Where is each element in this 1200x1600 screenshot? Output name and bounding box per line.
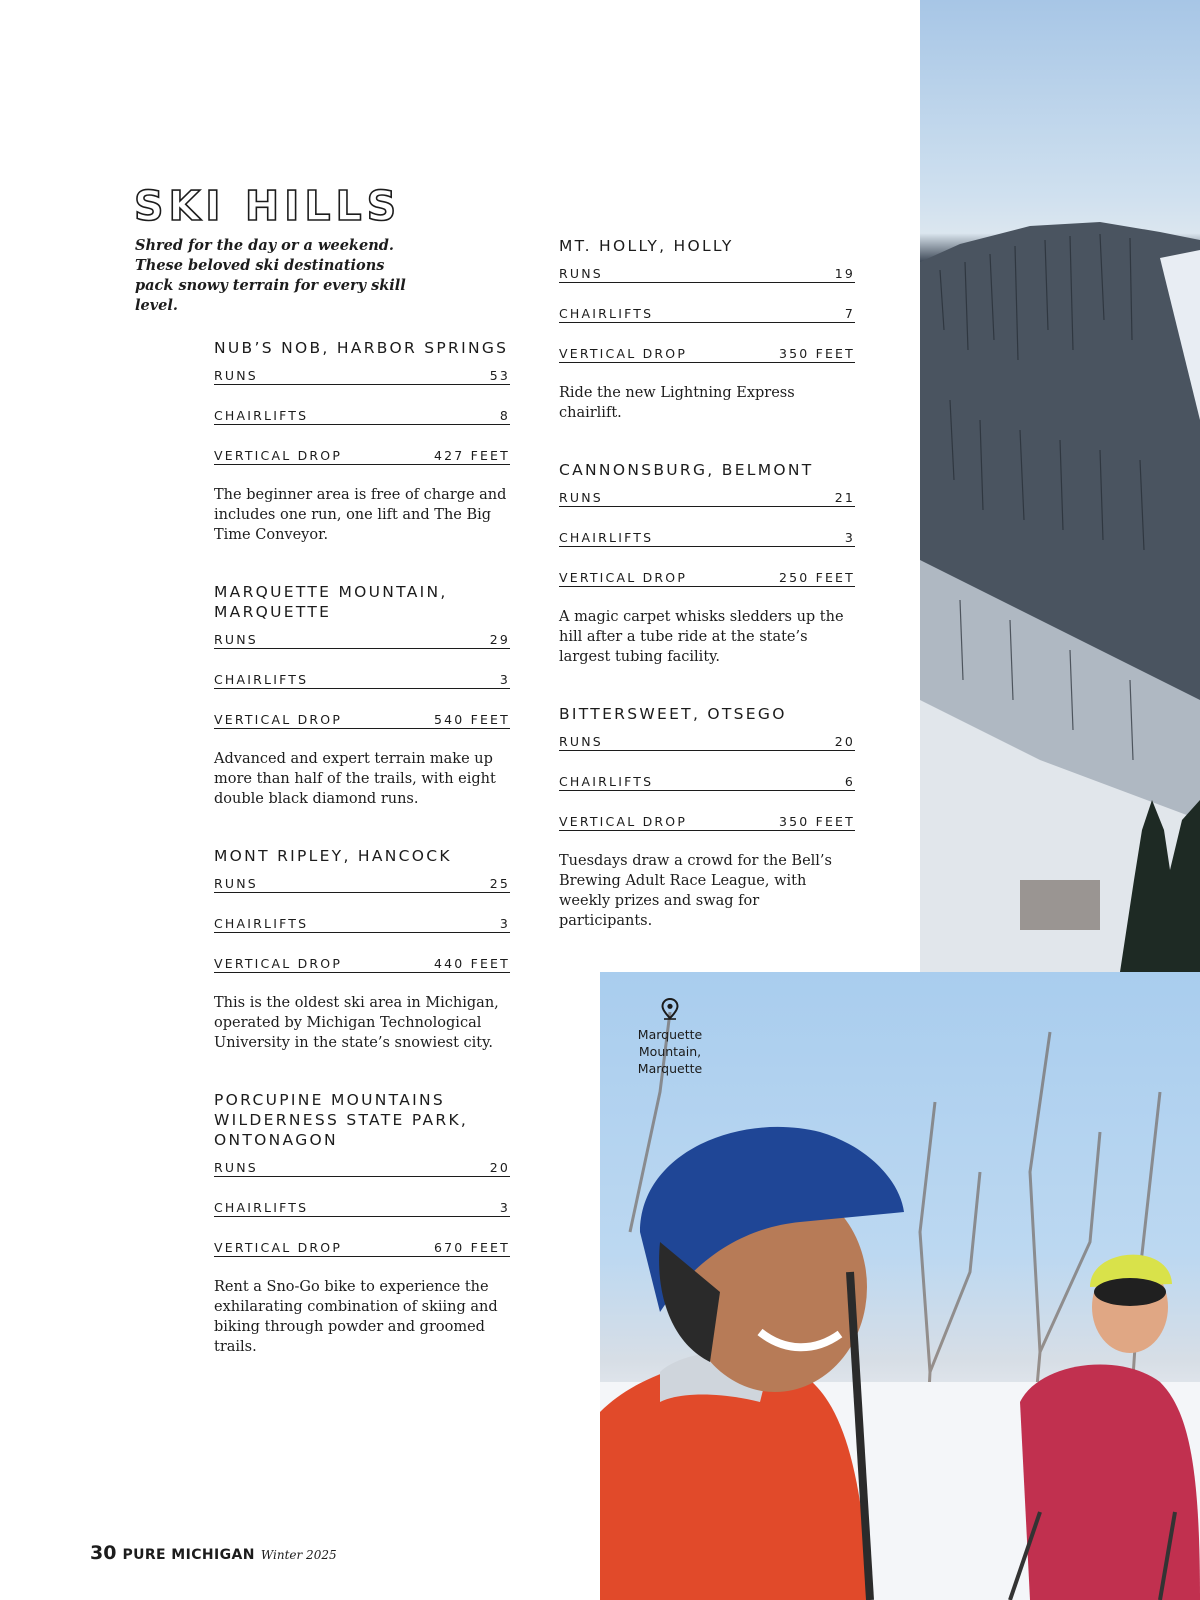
chairlifts-row [214, 912, 510, 933]
chairlifts-value: 3 [844, 530, 855, 545]
chairlifts-value: 7 [844, 306, 855, 321]
page-number: 30 [90, 1542, 117, 1564]
page-footer [90, 1542, 337, 1564]
publication-name: PURE MICHIGAN [122, 1547, 255, 1563]
runs-label: RUNS [214, 632, 258, 647]
runs-label: RUNS [559, 490, 603, 505]
photo-location-caption [634, 998, 706, 1077]
hill-name: MARQUETTE MOUNTAIN, MARQUETTE [214, 583, 448, 621]
vertical-drop-label: VERTICAL DROP [559, 570, 688, 585]
vertical-drop-value: 350 FEET [778, 346, 855, 361]
hill-description: Rent a Sno-Go bike to experience the exhilarating combination of skiing and biking through powder and groomed trails. [214, 1279, 498, 1355]
vertical-drop-value: 350 FEET [778, 814, 855, 829]
chairlifts-row [214, 404, 510, 425]
runs-row [559, 486, 855, 507]
photo-location-name: Marquette Mountain, Marquette [637, 1027, 703, 1076]
chairlifts-value: 8 [499, 408, 510, 423]
runs-label: RUNS [214, 368, 258, 383]
ski-hill-entry [214, 1090, 510, 1357]
vertical-drop-row [214, 1236, 510, 1257]
vertical-drop-label: VERTICAL DROP [559, 814, 688, 829]
runs-row [214, 364, 510, 385]
hill-name: BITTERSWEET, OTSEGO [559, 705, 787, 723]
map-pin-icon [661, 998, 679, 1020]
runs-value: 25 [489, 876, 510, 891]
vertical-drop-value: 670 FEET [433, 1240, 510, 1255]
chairlifts-row [559, 770, 855, 791]
hill-description: Ride the new Lightning Express chairlift. [559, 385, 795, 421]
hill-description: The beginner area is free of charge and includes one run, one lift and The Big Time Conveyor. [214, 487, 507, 543]
vertical-drop-value: 427 FEET [433, 448, 510, 463]
ski-slope-photo [920, 0, 1200, 972]
chairlifts-label: CHAIRLIFTS [214, 916, 309, 931]
runs-row [214, 1156, 510, 1177]
runs-label: RUNS [559, 734, 603, 749]
vertical-drop-row [214, 444, 510, 465]
ski-hill-entry [559, 704, 855, 931]
hill-name: PORCUPINE MOUNTAINS WILDERNESS STATE PARK, ONTONAGON [214, 1091, 469, 1149]
vertical-drop-value: 540 FEET [433, 712, 510, 727]
ski-slope-illustration [920, 0, 1200, 972]
runs-label: RUNS [559, 266, 603, 281]
vertical-drop-row [214, 952, 510, 973]
chairlifts-label: CHAIRLIFTS [559, 306, 654, 321]
runs-value: 21 [834, 490, 855, 505]
chairlifts-label: CHAIRLIFTS [559, 774, 654, 789]
vertical-drop-label: VERTICAL DROP [214, 1240, 343, 1255]
vertical-drop-row [214, 708, 510, 729]
hill-name: CANNONSBURG, BELMONT [559, 461, 814, 479]
runs-row [214, 872, 510, 893]
runs-value: 20 [834, 734, 855, 749]
runs-label: RUNS [214, 876, 258, 891]
intro-text: Shred for the day or a weekend. These beloved ski destinations pack snowy terrain for every skill level. [135, 237, 406, 314]
hill-name: NUB’S NOB, HARBOR SPRINGS [214, 339, 509, 357]
runs-value: 19 [834, 266, 855, 281]
ski-hill-entry [559, 460, 855, 667]
chairlifts-row [559, 526, 855, 547]
chairlifts-label: CHAIRLIFTS [214, 1200, 309, 1215]
vertical-drop-label: VERTICAL DROP [559, 346, 688, 361]
vertical-drop-value: 250 FEET [778, 570, 855, 585]
chairlifts-label: CHAIRLIFTS [214, 408, 309, 423]
hill-description: This is the oldest ski area in Michigan, operated by Michigan Technological University in the state’s snowiest city. [214, 995, 499, 1051]
ski-hills-right-column [559, 236, 855, 968]
vertical-drop-value: 440 FEET [433, 956, 510, 971]
vertical-drop-row [559, 566, 855, 587]
hill-description: Tuesdays draw a crowd for the Bell’s Brewing Adult Race League, with weekly prizes and swag for participants. [559, 853, 832, 929]
ski-hill-entry [559, 236, 855, 423]
runs-value: 53 [489, 368, 510, 383]
ski-hills-left-column [214, 338, 510, 1394]
vertical-drop-row [559, 342, 855, 363]
ski-hill-entry [214, 846, 510, 1053]
chairlifts-value: 6 [844, 774, 855, 789]
runs-row [559, 262, 855, 283]
vertical-drop-label: VERTICAL DROP [214, 956, 343, 971]
hill-description: Advanced and expert terrain make up more than half of the trails, with eight double black diamond runs. [214, 751, 496, 807]
ski-hill-entry [214, 582, 510, 809]
hill-name: MONT RIPLEY, HANCOCK [214, 847, 452, 865]
ski-hill-entry [214, 338, 510, 545]
page-title: SKI HILLS [134, 182, 402, 230]
hill-name: MT. HOLLY, HOLLY [559, 237, 734, 255]
hill-description: A magic carpet whisks sledders up the hill after a tube ride at the state’s largest tubing facility. [559, 609, 844, 665]
chairlifts-value: 3 [499, 916, 510, 931]
runs-value: 20 [489, 1160, 510, 1175]
chairlifts-value: 3 [499, 672, 510, 687]
chairlifts-value: 3 [499, 1200, 510, 1215]
chairlifts-label: CHAIRLIFTS [214, 672, 309, 687]
chairlifts-row [214, 668, 510, 689]
vertical-drop-label: VERTICAL DROP [214, 448, 343, 463]
issue-date: Winter 2025 [260, 1548, 337, 1562]
vertical-drop-row [559, 810, 855, 831]
runs-value: 29 [489, 632, 510, 647]
runs-row [214, 628, 510, 649]
runs-label: RUNS [214, 1160, 258, 1175]
chairlifts-row [559, 302, 855, 323]
chairlifts-row [214, 1196, 510, 1217]
runs-row [559, 730, 855, 751]
vertical-drop-label: VERTICAL DROP [214, 712, 343, 727]
chairlifts-label: CHAIRLIFTS [559, 530, 654, 545]
